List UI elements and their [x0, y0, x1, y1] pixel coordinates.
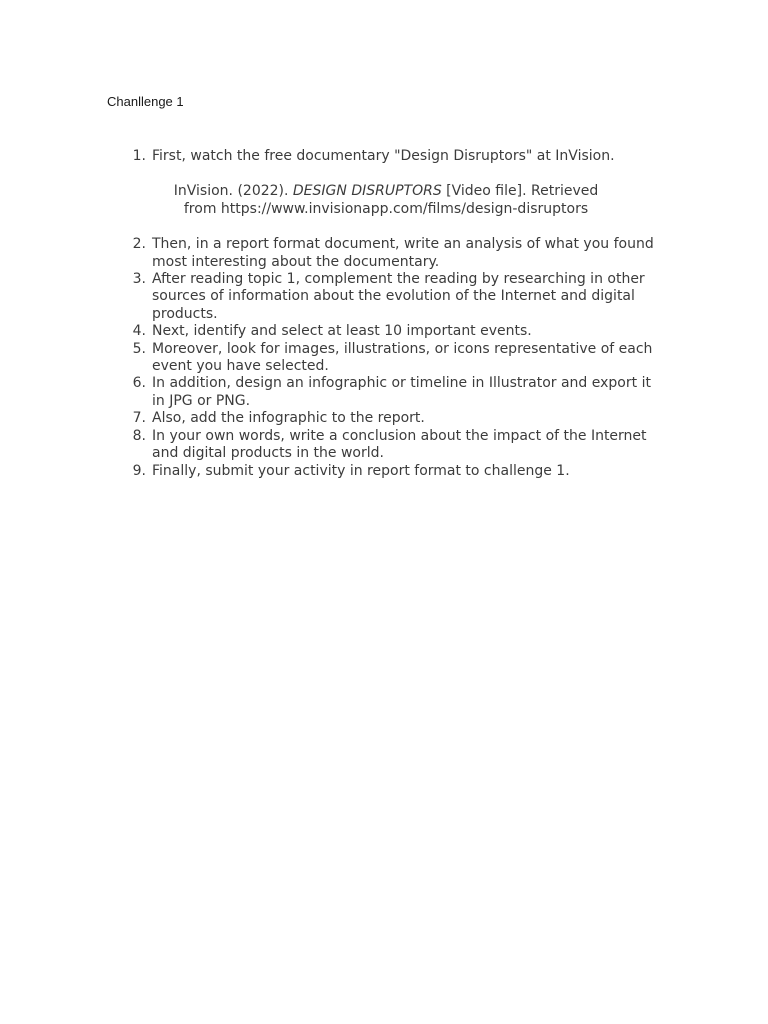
citation-title: DESIGN DISRUPTORS	[292, 183, 442, 200]
list-item	[120, 428, 660, 463]
list-item-number: 5.	[132, 340, 146, 357]
list-item-text: After reading topic 1, complement the reading by researching in other sources of information about the evolution of the Internet and digital products.	[152, 271, 645, 322]
list-item	[120, 410, 660, 427]
list-item-number: 7.	[132, 410, 146, 427]
list-item-text: Then, in a report format document, write an analysis of what you found most interesting about the documentary.	[152, 236, 654, 270]
list-item-number: 9.	[132, 462, 146, 479]
list-item	[120, 148, 660, 165]
list-item	[120, 375, 660, 410]
list-item	[120, 341, 660, 376]
list-item-text: First, watch the free documentary "Design Disruptors" at InVision.	[152, 148, 615, 164]
list-item-number: 2.	[132, 236, 146, 253]
list-item-number: 6.	[132, 375, 146, 392]
list-item-text: In addition, design an infographic or timeline in Illustrator and export it in JPG or PNG.	[152, 375, 651, 409]
citation-line-1	[152, 183, 620, 200]
instruction-list	[120, 148, 660, 480]
list-item	[120, 236, 660, 271]
list-item-number: 1.	[132, 148, 146, 164]
list-item-text: In your own words, write a conclusion about the impact of the Internet and digital products in the world.	[152, 427, 647, 462]
document-heading: Chanllenge 1	[107, 94, 184, 109]
citation-line-2: from https://www.invisionapp.com/films/design-disruptors	[183, 200, 589, 217]
list-item-text: Moreover, look for images, illustrations, or icons representative of each event you have selected.	[152, 340, 653, 375]
list-item	[120, 323, 660, 340]
list-item-number: 8.	[132, 427, 146, 444]
list-item-text: Next, identify and select at least 10 important events.	[152, 323, 532, 340]
list-item-number: 3.	[132, 271, 146, 288]
list-item	[120, 271, 660, 323]
citation-suffix: [Video file]. Retrieved	[441, 183, 599, 200]
list-item-text: Also, add the infographic to the report.	[152, 410, 425, 427]
citation-prefix: InVision. (2022).	[173, 183, 293, 200]
list-item-text: Finally, submit your activity in report format to challenge 1.	[152, 462, 570, 479]
list-item	[120, 463, 660, 480]
citation	[152, 165, 660, 236]
list-item-number: 4.	[132, 323, 146, 340]
